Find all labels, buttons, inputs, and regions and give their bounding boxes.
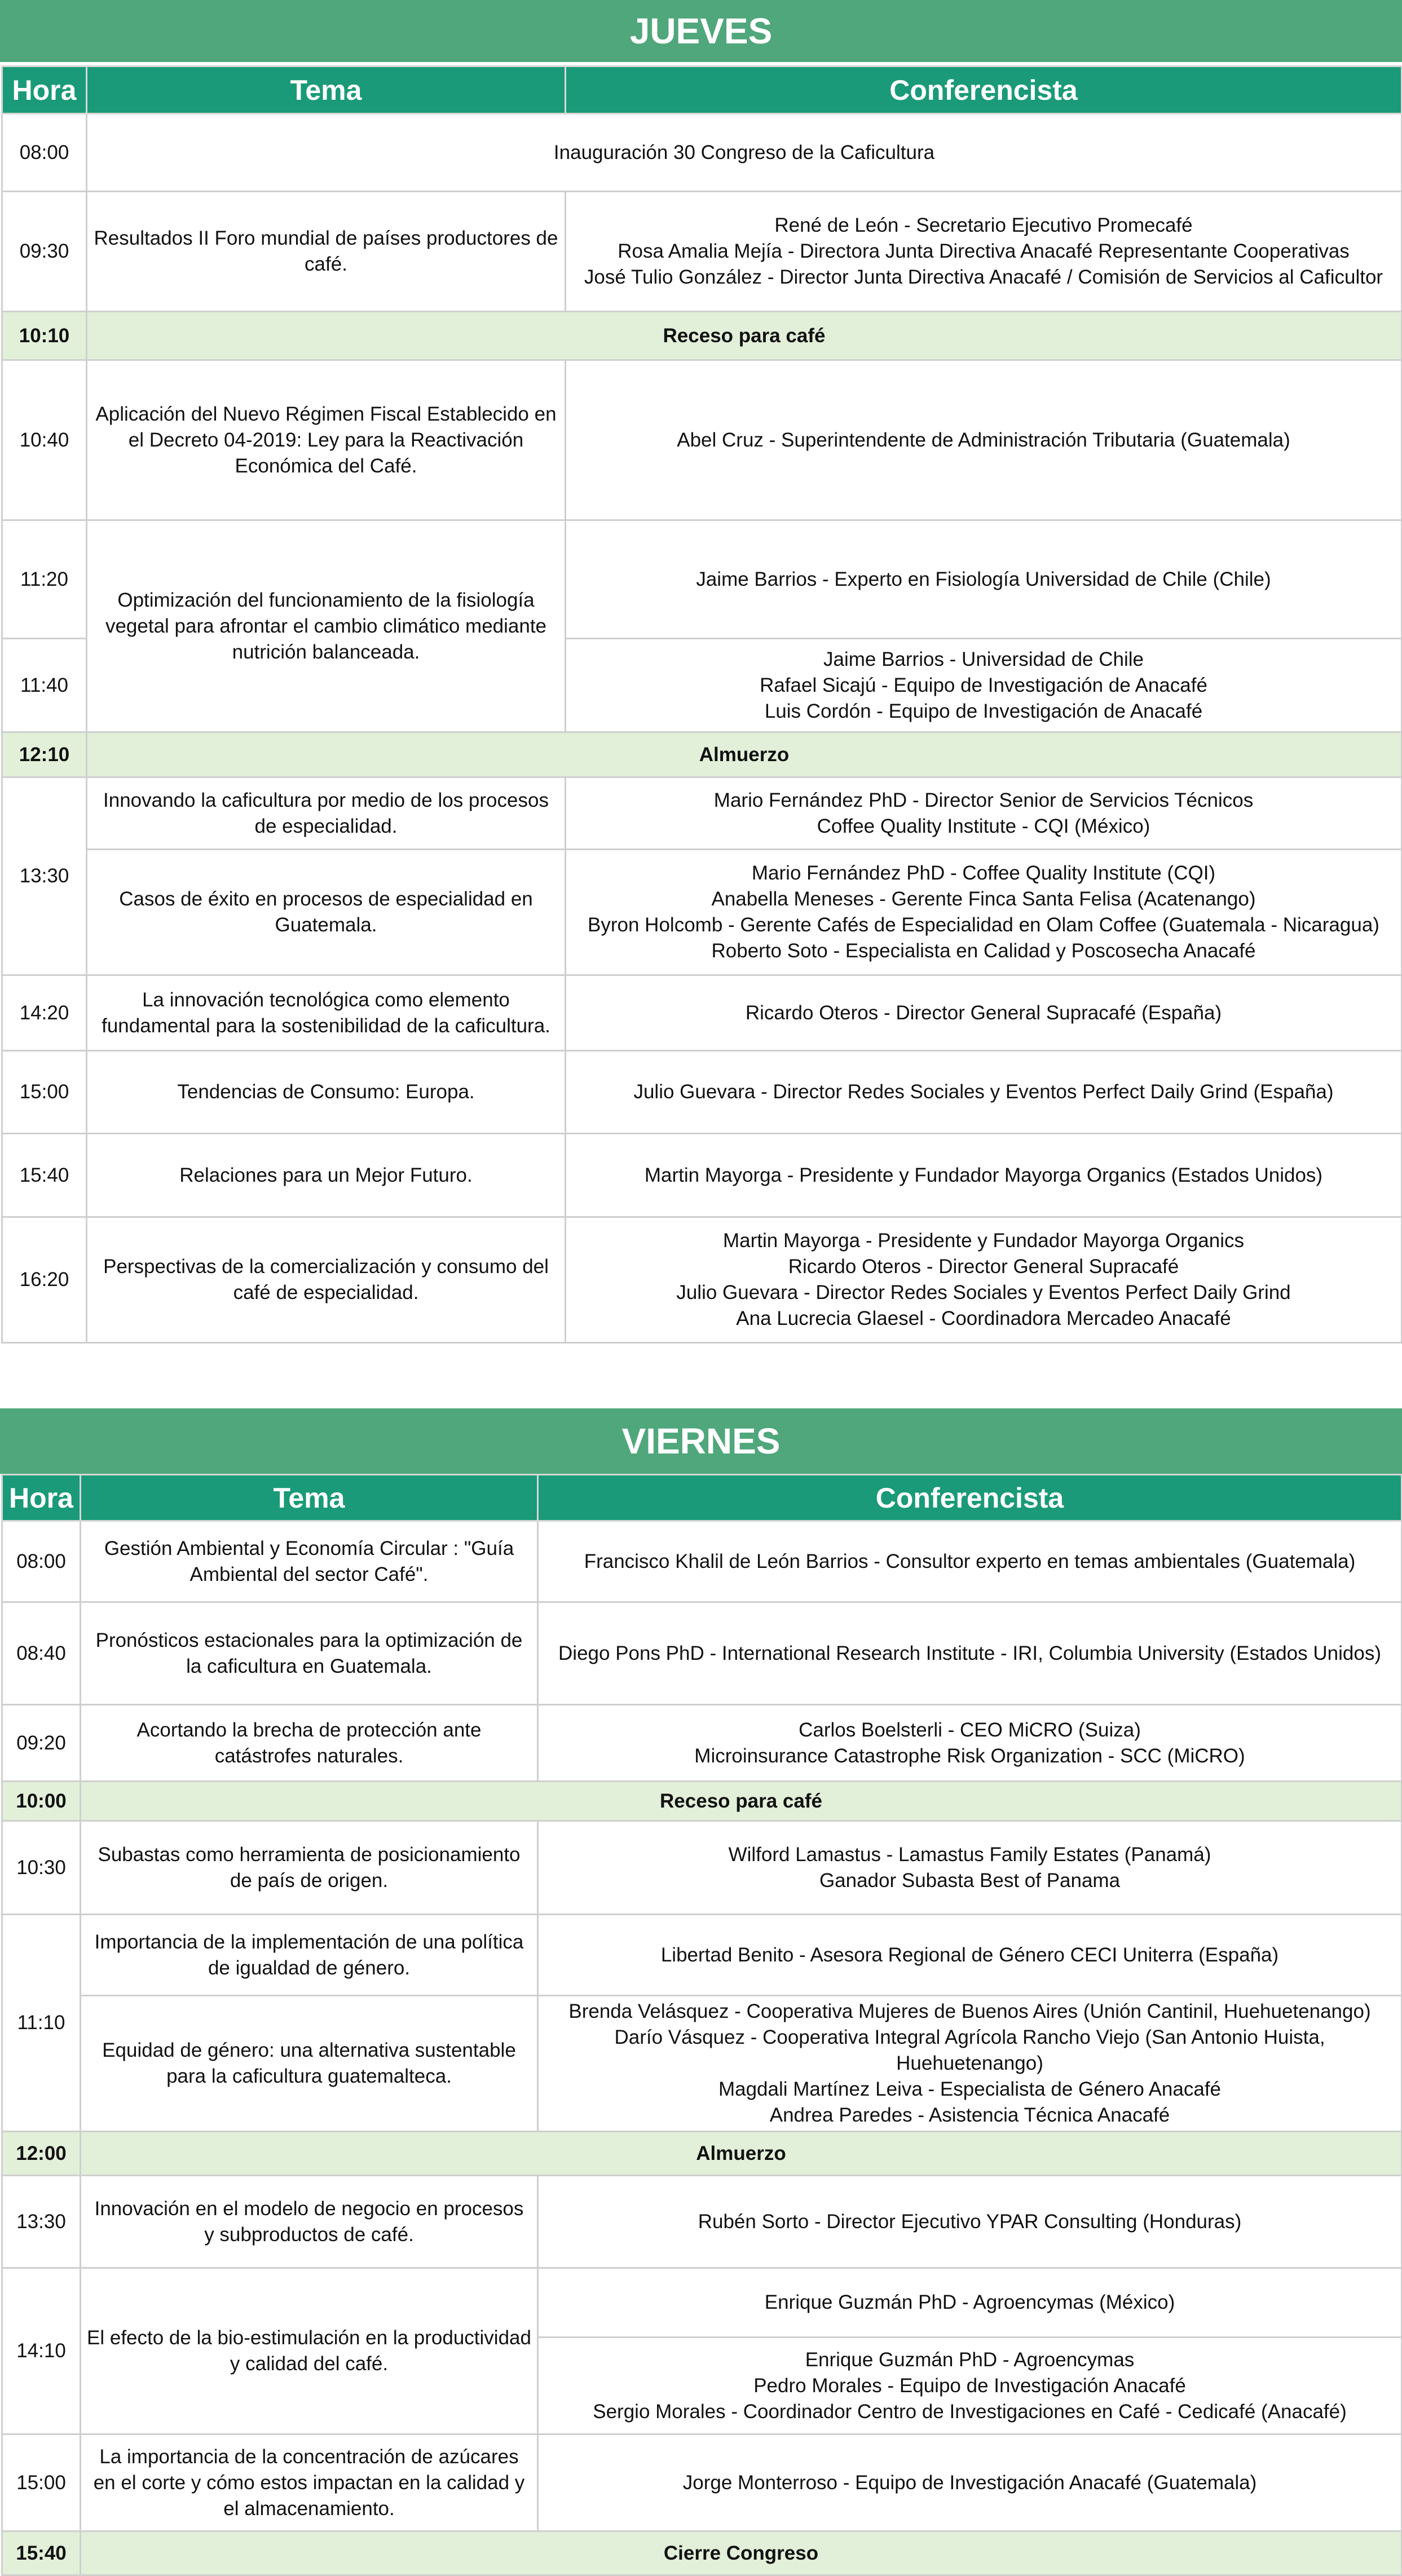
break-label: Almuerzo [87, 732, 1402, 777]
speaker-line: Ricardo Oteros - Director General Supracafé [788, 1256, 1179, 1278]
speaker-line: Darío Vásquez - Cooperativa Integral Agrícola Rancho Viejo (San Antonio Huista, Huehuetenango) [614, 2026, 1325, 2074]
break-row [2, 732, 1402, 777]
table-header-row [2, 1475, 1402, 1521]
table-row [2, 777, 1402, 850]
speaker-line: Luis Cordón - Equipo de Investigación de Anacafé [764, 700, 1203, 722]
topic-cell: Tendencias de Consumo: Europa. [87, 1051, 566, 1134]
topic-cell: Relaciones para un Mejor Futuro. [87, 1134, 566, 1217]
speakers-cell: Martin Mayorga - Presidente y Fundador Mayorga Organics (Estados Unidos) [566, 1134, 1402, 1217]
time-cell: 16:20 [2, 1217, 87, 1343]
speakers-cell [538, 1821, 1402, 1915]
speakers-cell: Abel Cruz - Superintendente de Administración Tributaria (Guatemala) [566, 360, 1402, 520]
break-row [2, 312, 1402, 360]
speakers-cell: Jorge Monterroso - Equipo de Investigación Anacafé (Guatemala) [538, 2434, 1402, 2531]
speaker-line: Rosa Amalia Mejía - Directora Junta Directiva Anacafé Representante Cooperativas [618, 240, 1350, 262]
speaker-line: Julio Guevara - Director Redes Sociales y Eventos Perfect Daily Grind [676, 1282, 1291, 1304]
break-label: Cierre Congreso [81, 2531, 1402, 2575]
speaker-line: Martin Mayorga - Presidente y Fundador Mayorga Organics [722, 1230, 1244, 1252]
time-cell: 08:00 [2, 114, 87, 192]
speaker-line: Mario Fernández PhD - Director Senior de Servicios Técnicos [713, 789, 1254, 811]
topic-cell: El efecto de la bio-estimulación en la productividad y calidad del café. [81, 2268, 538, 2434]
topic-cell: Pronósticos estacionales para la optimización de la caficultura en Guatemala. [81, 1602, 538, 1705]
time-cell: 09:20 [2, 1705, 81, 1782]
speaker-line: José Tulio González - Director Junta Directiva Anacafé / Comisión de Servicios al Caficultor [584, 266, 1383, 288]
table-row [2, 850, 1402, 975]
table-row [2, 2434, 1402, 2531]
speaker-line: René de León - Secretario Ejecutivo Promecafé [774, 214, 1193, 236]
speakers-cell: Diego Pons PhD - International Research Institute - IRI, Columbia University (Estados Unidos) [538, 1602, 1402, 1705]
speaker-line: Magdali Martínez Leiva - Especialista de Género Anacafé [718, 2078, 1222, 2100]
speaker-line: Microinsurance Catastrophe Risk Organization - SCC (MiCRO) [694, 1744, 1245, 1767]
speaker-line: Roberto Soto - Especialista en Calidad y Poscosecha Anacafé [711, 940, 1256, 962]
speakers-cell: Rubén Sorto - Director Ejecutivo YPAR Consulting (Honduras) [538, 2176, 1402, 2268]
table-row [2, 2268, 1402, 2338]
break-label: Almuerzo [81, 2132, 1402, 2176]
speakers-cell [566, 850, 1402, 975]
time-cell: 13:30 [2, 2176, 81, 2268]
table-row [2, 192, 1402, 312]
table-row [2, 1521, 1402, 1602]
table-row [2, 360, 1402, 520]
speaker-line: Jaime Barrios - Universidad de Chile [823, 648, 1144, 670]
speakers-cell [566, 777, 1402, 850]
speakers-cell: Ricardo Oteros - Director General Supracafé (España) [566, 975, 1402, 1051]
time-cell: 08:00 [2, 1521, 81, 1602]
time-cell: 11:10 [2, 1915, 81, 2132]
topic-cell: Resultados II Foro mundial de países productores de café. [87, 192, 566, 312]
schedule-table [1, 1474, 1402, 2576]
break-label: Receso para café [87, 312, 1402, 360]
table-row [2, 1051, 1402, 1134]
day-title: VIERNES [0, 1408, 1402, 1474]
time-cell: 11:20 [2, 520, 87, 639]
table-row [2, 1705, 1402, 1782]
table-row [2, 1134, 1402, 1217]
topic-cell: Equidad de género: una alternativa sustentable para la caficultura guatemalteca. [81, 1996, 538, 2132]
table-row [2, 2176, 1402, 2268]
topic-cell: Perspectivas de la comercialización y consumo del café de especialidad. [87, 1217, 566, 1343]
break-row [2, 2531, 1402, 2575]
speaker-line: Coffee Quality Institute - CQI (México) [817, 815, 1150, 837]
speakers-cell: Julio Guevara - Director Redes Sociales y Eventos Perfect Daily Grind (España) [566, 1051, 1402, 1134]
topic-cell: Optimización del funcionamiento de la fisiología vegetal para afrontar el cambio climático mediante nutrición balanceada. [87, 520, 566, 732]
table-row [2, 1915, 1402, 1996]
schedule-table [1, 65, 1402, 1344]
time-cell: 09:30 [2, 192, 87, 312]
column-header-hora: Hora [2, 1475, 81, 1521]
speaker-line: Rafael Sicajú - Equipo de Investigación de Anacafé [760, 674, 1207, 696]
time-cell: 08:40 [2, 1602, 81, 1705]
column-header-tema: Tema [81, 1475, 538, 1521]
speakers-cell [538, 1996, 1402, 2132]
time-cell: 15:40 [2, 2531, 81, 2575]
time-cell: 13:30 [2, 777, 87, 975]
topic-cell: Importancia de la implementación de una política de igualdad de género. [81, 1915, 538, 1996]
speaker-line: Wilford Lamastus - Lamastus Family Estates (Panamá) [728, 1843, 1211, 1866]
speakers-cell: Enrique Guzmán PhD - Agroencymas (México) [538, 2268, 1402, 2338]
topic-cell: Subastas como herramienta de posicionamiento de país de origen. [81, 1821, 538, 1915]
time-cell: 10:10 [2, 312, 87, 360]
table-header-row [2, 67, 1402, 114]
time-cell: 10:40 [2, 360, 87, 520]
speaker-line: Sergio Morales - Coordinador Centro de Investigaciones en Café - Cedicafé (Anacafé) [593, 2400, 1347, 2423]
speaker-line: Brenda Velásquez - Cooperativa Mujeres de Buenos Aires (Unión Cantinil, Huehuetenango) [568, 2000, 1371, 2022]
topic-cell: Gestión Ambiental y Economía Circular : "Guía Ambiental del sector Café". [81, 1521, 538, 1602]
speakers-cell: Francisco Khalil de León Barrios - Consultor experto en temas ambientales (Guatemala) [538, 1521, 1402, 1602]
speaker-line: Carlos Boelsterli - CEO MiCRO (Suiza) [799, 1718, 1141, 1741]
day-title: JUEVES [0, 0, 1402, 62]
time-cell: 15:40 [2, 1134, 87, 1217]
time-cell: 11:40 [2, 639, 87, 732]
speaker-line: Ana Lucrecia Glaesel - Coordinadora Mercadeo Anacafé [736, 1307, 1231, 1329]
break-row [2, 1782, 1402, 1821]
table-row [2, 1996, 1402, 2132]
speakers-cell [566, 192, 1402, 312]
table-row [2, 1821, 1402, 1915]
speaker-line: Byron Holcomb - Gerente Cafés de Especialidad en Olam Coffee (Guatemala - Nicaragua) [588, 914, 1379, 936]
time-cell: 10:30 [2, 1821, 81, 1915]
speakers-cell: Jaime Barrios - Experto en Fisiología Universidad de Chile (Chile) [566, 520, 1402, 639]
column-header-tema: Tema [87, 67, 566, 114]
table-row [2, 114, 1402, 192]
speaker-line: Ganador Subasta Best of Panama [819, 1869, 1121, 1892]
table-row [2, 1217, 1402, 1343]
time-cell: 12:10 [2, 732, 87, 777]
topic-cell: La innovación tecnológica como elemento fundamental para la sostenibilidad de la caficultura. [87, 975, 566, 1051]
time-cell: 12:00 [2, 2132, 81, 2176]
column-header-conferencista: Conferencista [538, 1475, 1402, 1521]
topic-cell: Aplicación del Nuevo Régimen Fiscal Establecido en el Decreto 04-2019: Ley para la Reactivación Económica del Café. [87, 360, 566, 520]
table-row [2, 520, 1402, 639]
column-header-hora: Hora [2, 67, 87, 114]
speaker-line: Pedro Morales - Equipo de Investigación Anacafé [753, 2374, 1186, 2397]
topic-cell: Innovación en el modelo de negocio en procesos y subproductos de café. [81, 2176, 538, 2268]
viernes-section [0, 1408, 1402, 2576]
topic-cell: La importancia de la concentración de azúcares en el corte y cómo estos impactan en la calidad y el almacenamiento. [81, 2434, 538, 2531]
column-header-conferencista: Conferencista [566, 67, 1402, 114]
topic-cell: Innovando la caficultura por medio de los procesos de especialidad. [87, 777, 566, 850]
table-row [2, 975, 1402, 1051]
speaker-line: Andrea Paredes - Asistencia Técnica Anacafé [769, 2104, 1170, 2126]
topic-cell: Casos de éxito en procesos de especialidad en Guatemala. [87, 850, 566, 975]
speakers-cell [566, 1217, 1402, 1343]
speakers-cell [566, 639, 1402, 732]
speaker-line: Enrique Guzmán PhD - Agroencymas [805, 2348, 1135, 2371]
speakers-cell: Libertad Benito - Asesora Regional de Género CECI Uniterra (España) [538, 1915, 1402, 1996]
time-cell: 15:00 [2, 1051, 87, 1134]
time-cell: 14:10 [2, 2268, 81, 2434]
table-row [2, 1602, 1402, 1705]
topic-cell: Acortando la brecha de protección ante catástrofes naturales. [81, 1705, 538, 1782]
topic-cell: Inauguración 30 Congreso de la Caficultura [87, 114, 1402, 192]
time-cell: 15:00 [2, 2434, 81, 2531]
break-label: Receso para café [81, 1782, 1402, 1821]
time-cell: 10:00 [2, 1782, 81, 1821]
speakers-cell [538, 2338, 1402, 2434]
time-cell: 14:20 [2, 975, 87, 1051]
speakers-cell [538, 1705, 1402, 1782]
speaker-line: Mario Fernández PhD - Coffee Quality Institute (CQI) [751, 862, 1216, 884]
break-row [2, 2132, 1402, 2176]
speaker-line: Anabella Meneses - Gerente Finca Santa Felisa (Acatenango) [711, 888, 1256, 910]
